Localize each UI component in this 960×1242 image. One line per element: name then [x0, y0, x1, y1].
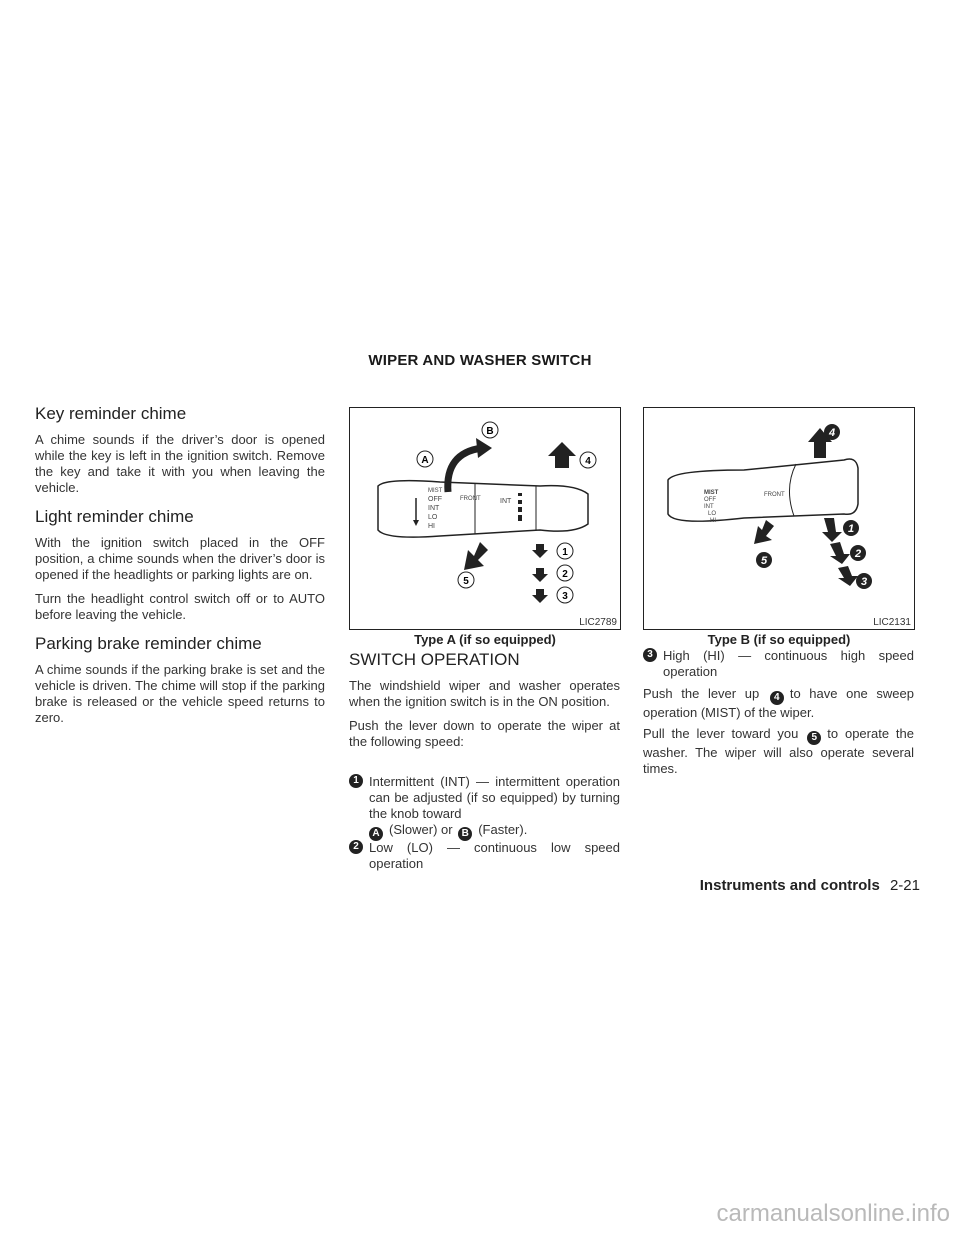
list-item-2	[349, 840, 620, 872]
callout-b1: 1	[847, 523, 855, 535]
callout-1: 1	[562, 547, 568, 558]
label-off: OFF	[428, 496, 442, 503]
item-1-number: 1	[349, 774, 363, 788]
item-2-text: Low (LO) — continuous low speed operation	[369, 840, 620, 871]
light-reminder-text-2: Turn the headlight control switch off or to AUTO before leaving the vehicle.	[35, 591, 325, 622]
callout-5: 5	[463, 576, 469, 587]
parking-brake-heading: Parking brake reminder chime	[35, 634, 262, 653]
light-reminder-text-1: With the ignition switch placed in the OFF position, a chime sounds when the driver’s door is opened if the headlights or parking lights are on.	[35, 535, 325, 582]
push-up-text-2: to have one sweep operation (MIST) of the wiper.	[643, 686, 914, 720]
label-front: FRONT	[460, 496, 481, 502]
push-up-text-1: Push the lever up	[643, 686, 760, 701]
callout-3: 3	[562, 591, 568, 602]
pull-text	[643, 726, 914, 777]
figure-b-caption: Type B (if so equipped)	[707, 632, 851, 647]
item-2-number: 2	[349, 840, 363, 854]
label-int: INT	[428, 505, 440, 512]
label-lo-b: LO	[708, 511, 717, 517]
label-mist-b: MIST	[704, 490, 719, 496]
push-up-text	[643, 686, 914, 721]
callout-a-inline: A	[369, 827, 383, 841]
item-1-slower: (Slower) or	[389, 822, 453, 837]
label-lo: LO	[428, 514, 438, 521]
callout-b-inline: B	[458, 827, 472, 841]
label-off-b: OFF	[704, 497, 716, 503]
callout-a: A	[421, 455, 429, 466]
item-1-faster: (Faster).	[478, 822, 528, 837]
parking-brake-text: A chime sounds if the parking brake is set and the vehicle is driven. The chime will stop if the parking brake is released or the vehicle speed returns to zero.	[35, 662, 325, 725]
callout-4-inline: 4	[770, 691, 784, 705]
figure-b-code: LIC2131	[873, 617, 911, 628]
push-down-text: Push the lever down to operate the wiper at the following speed:	[349, 718, 620, 749]
callout-5-inline: 5	[807, 731, 821, 745]
watermark: carmanualsonline.info	[716, 1200, 950, 1227]
figure-a-caption: Type A (if so equipped)	[414, 632, 556, 647]
callout-b3: 3	[860, 576, 868, 588]
item-3-number: 3	[643, 648, 657, 662]
switch-operation-intro: The windshield wiper and washer operates when the ignition switch is in the ON position.	[349, 678, 620, 709]
middle-column	[349, 650, 620, 750]
section-title: WIPER AND WASHER SWITCH	[368, 352, 592, 369]
figure-a-code: LIC2789	[579, 617, 617, 628]
callout-b4: 4	[828, 427, 836, 439]
wiper-lever-type-b-illustration	[644, 408, 914, 629]
switch-operation-heading: SWITCH OPERATION	[349, 650, 520, 669]
list-item-3	[643, 648, 914, 680]
pull-text-2: to operate the washer. The wiper will also operate several times.	[643, 726, 914, 776]
page-number: 2-21	[889, 877, 920, 894]
callout-b5: 5	[760, 555, 768, 567]
left-column	[35, 404, 325, 726]
list-item-1	[349, 774, 620, 841]
callout-2: 2	[562, 569, 568, 580]
callout-4: 4	[585, 456, 591, 467]
callout-b: B	[486, 426, 494, 437]
footer-section: Instruments and controls	[699, 877, 880, 894]
pull-text-1: Pull the lever toward you	[643, 726, 799, 741]
label-hi: HI	[428, 523, 435, 530]
page-footer	[690, 877, 920, 894]
item-3-text: High (HI) — continuous high speed operation	[663, 648, 914, 679]
figure-type-b	[643, 407, 915, 630]
label-hi-b: HI	[710, 518, 716, 524]
key-reminder-heading: Key reminder chime	[35, 404, 187, 423]
item-1-text: Intermittent (INT) — intermittent operation can be adjusted (if so equipped) by turning the knob toward	[369, 774, 620, 821]
wiper-lever-type-a-illustration	[350, 408, 620, 629]
key-reminder-text: A chime sounds if the driver’s door is opened while the key is left in the ignition switch. Remove the key and take it with you when leaving the vehicle.	[35, 432, 325, 495]
label-front-b: FRONT	[764, 492, 785, 498]
label-mist: MIST	[428, 488, 443, 494]
figure-type-a	[349, 407, 621, 630]
light-reminder-heading: Light reminder chime	[35, 507, 194, 526]
callout-b2: 2	[854, 548, 862, 560]
label-int-b: INT	[704, 504, 714, 510]
label-int-ring: INT	[500, 498, 512, 505]
